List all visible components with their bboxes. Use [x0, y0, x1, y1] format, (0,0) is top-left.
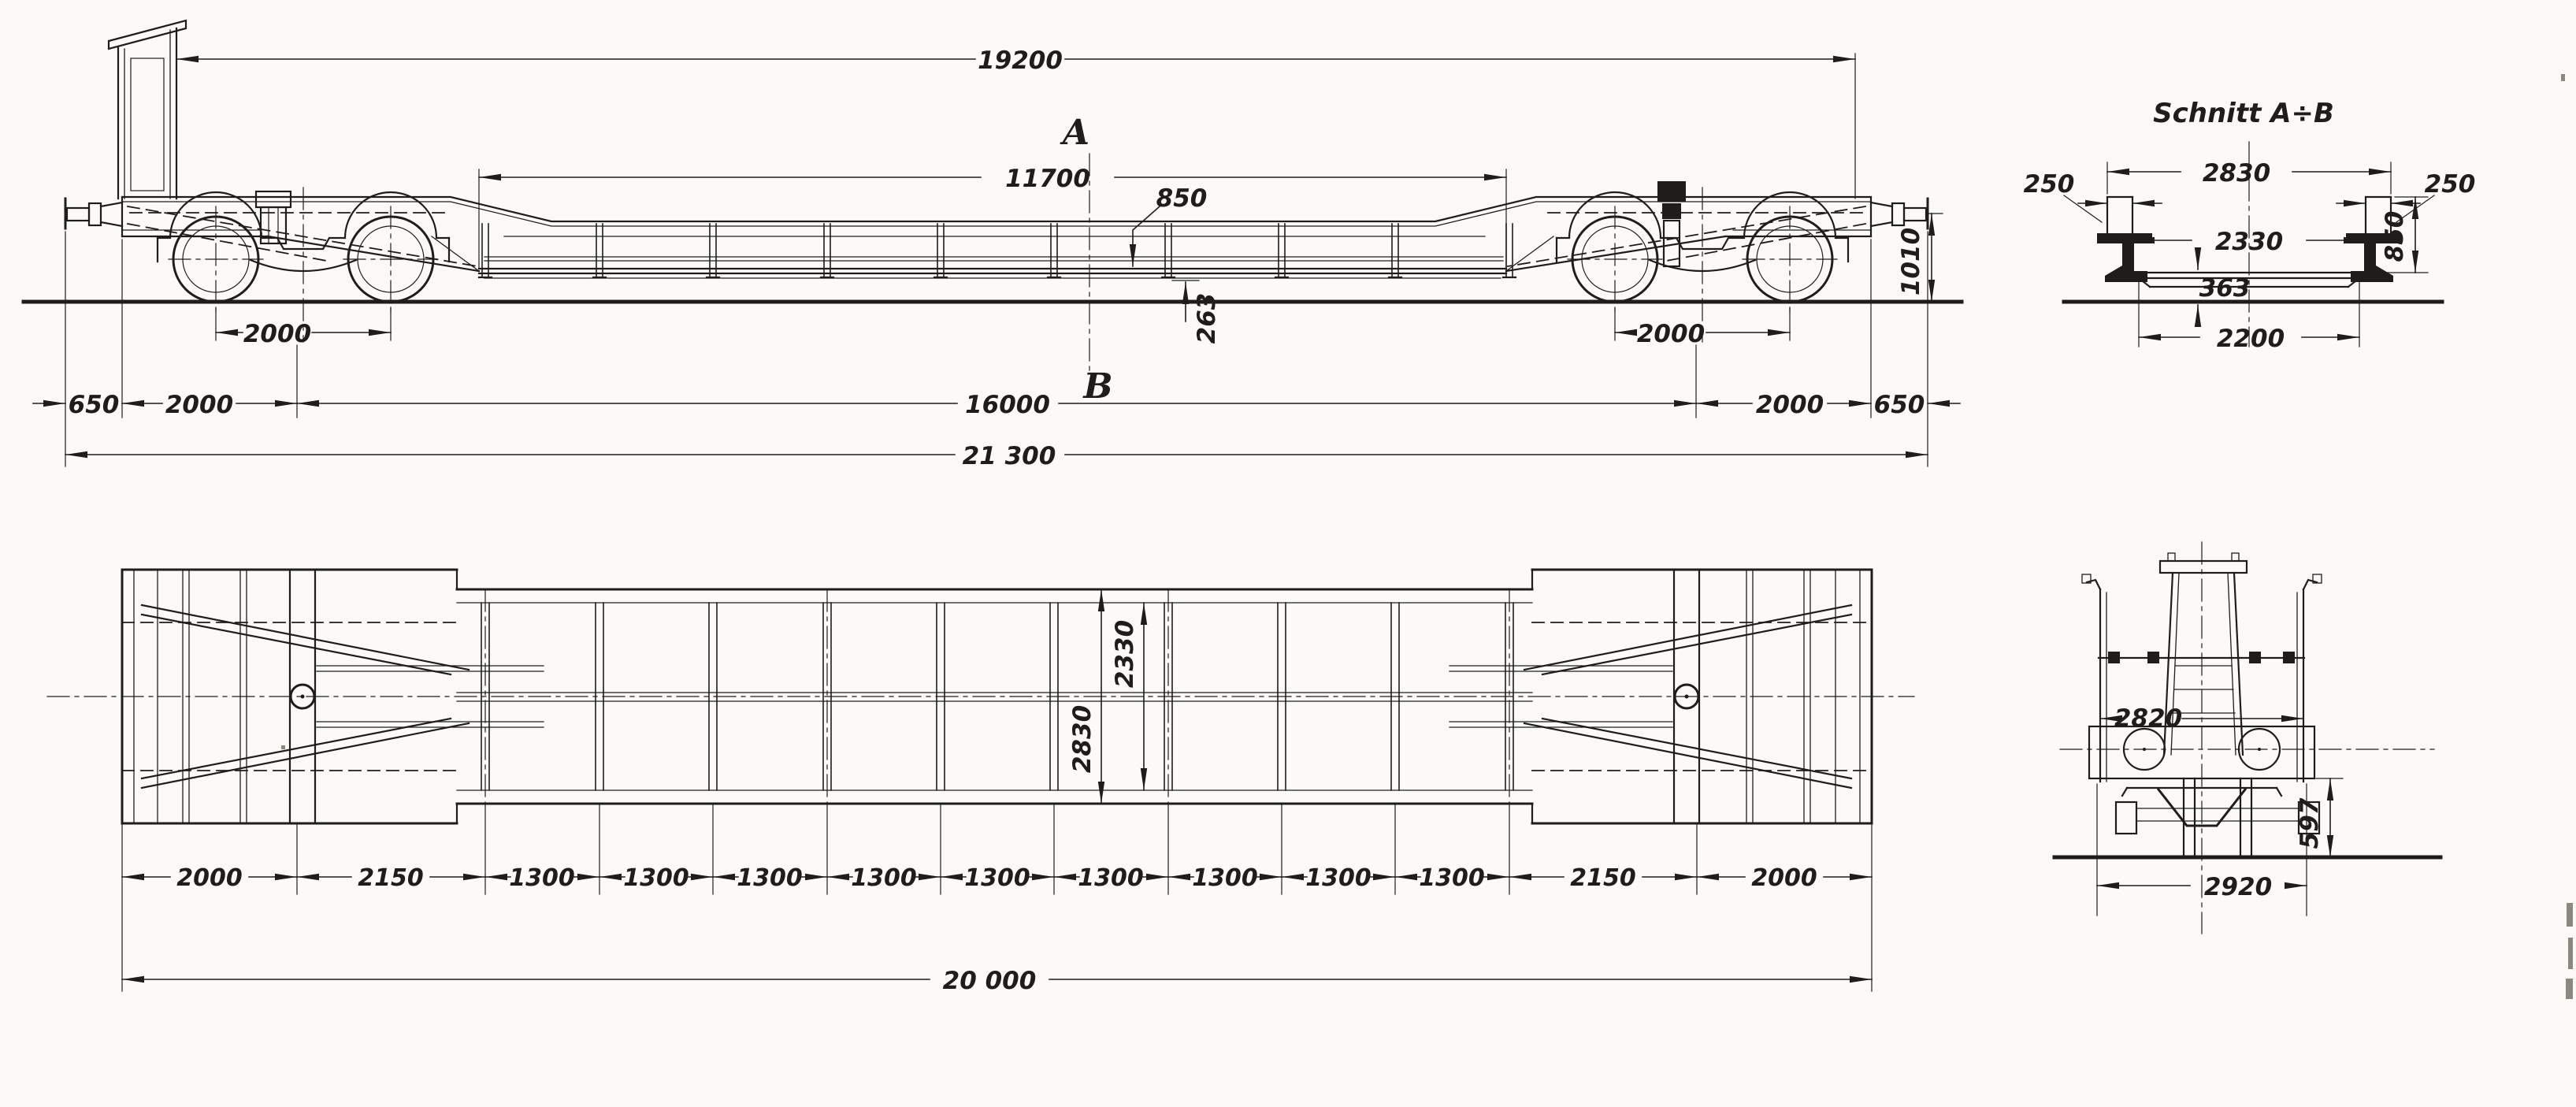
bogie-left	[158, 188, 449, 342]
dim-1010-label: 1010	[1897, 227, 1925, 296]
buffer-right	[1871, 199, 1928, 228]
dim-section-250-left	[2024, 170, 2162, 222]
plan-dim-5: 1300	[851, 864, 917, 892]
dim-section-363	[2198, 249, 2250, 325]
brakemans-cab	[109, 20, 186, 199]
dim-plan-2830-label: 2830	[1068, 704, 1097, 774]
end-stanchions	[2082, 574, 2322, 782]
dim-1010	[1897, 214, 1943, 302]
dim-650r-label: 650	[1873, 391, 1925, 419]
plan-left-end	[122, 570, 544, 823]
dim-bogie-left-label: 2000	[243, 320, 312, 348]
dim-end-597	[2296, 778, 2343, 857]
dim-11700	[479, 165, 1506, 268]
dim-section-250l-label: 250	[2023, 170, 2075, 199]
dim-263-label: 263	[1193, 292, 1221, 344]
dim-section-2200-label: 2200	[2216, 325, 2285, 353]
dim-21300-label: 21 300	[962, 442, 1056, 470]
plan-dim-10: 1300	[1419, 864, 1485, 892]
dim-263	[1172, 280, 1221, 344]
cross-section-title: Schnitt A÷B	[2153, 98, 2334, 129]
dim-650l-label: 650	[68, 391, 120, 419]
section-marker-b: B	[1083, 366, 1113, 407]
plan-dim-11: 2150	[1570, 864, 1636, 892]
side-elevation-view	[24, 20, 1962, 470]
dim-section-2830-label: 2830	[2202, 159, 2271, 188]
dim-bogie-right-label: 2000	[1636, 320, 1706, 348]
section-marker-a: A	[1062, 113, 1090, 153]
plan-dim-2: 1300	[509, 864, 575, 892]
dim-end-597-label: 597	[2296, 797, 2324, 849]
plan-dim-6: 1300	[964, 864, 1030, 892]
section-cut-line	[1060, 113, 1113, 407]
bogie-right	[1557, 181, 1848, 342]
plan-view	[47, 570, 1914, 995]
dim-plan-2330-label: 2330	[1111, 619, 1139, 689]
dim-850-side	[1133, 184, 1207, 266]
end-view	[2054, 542, 2441, 934]
cross-section-view	[2024, 98, 2476, 353]
plan-dim-0: 2000	[176, 864, 243, 892]
plan-dim-8: 1300	[1192, 864, 1258, 892]
dim-end-2920-label: 2920	[2203, 873, 2273, 901]
plan-dim-3: 1300	[623, 864, 689, 892]
plan-dim-7: 1300	[1078, 864, 1144, 892]
dim-11700-label: 11700	[1005, 165, 1090, 193]
brake-cylinder	[1657, 181, 1686, 202]
frame-outline	[122, 197, 1871, 278]
dim-section-250r-label: 250	[2424, 170, 2476, 199]
dim-end-2820-label: 2820	[2114, 704, 2183, 733]
dim-16000-label: 16000	[965, 391, 1050, 419]
dim-2000l-label: 2000	[165, 391, 234, 419]
dim-section-2330-label: 2330	[2214, 228, 2284, 256]
dim-20000	[122, 967, 1872, 995]
plan-dim-12: 2000	[1751, 864, 1817, 892]
buffer-left	[65, 199, 122, 228]
dim-section-850-label: 850	[2381, 210, 2409, 262]
dim-20000-label: 20 000	[942, 967, 1037, 995]
end-running-gear	[2116, 778, 2319, 857]
plan-dim-1: 2150	[358, 864, 424, 892]
dim-section-2330	[2132, 228, 2366, 256]
dim-19200-label: 19200	[978, 46, 1063, 75]
plan-dim-9: 1300	[1305, 864, 1372, 892]
dim-section-363-label: 363	[2199, 274, 2251, 303]
scan-artifacts	[281, 74, 2573, 999]
dim-850-side-label: 850	[1156, 184, 1208, 213]
plan-dim-4: 1300	[737, 864, 803, 892]
dim-2000r-label: 2000	[1755, 391, 1824, 419]
dim-row-plan	[122, 804, 1872, 991]
dim-21300	[65, 442, 1928, 470]
